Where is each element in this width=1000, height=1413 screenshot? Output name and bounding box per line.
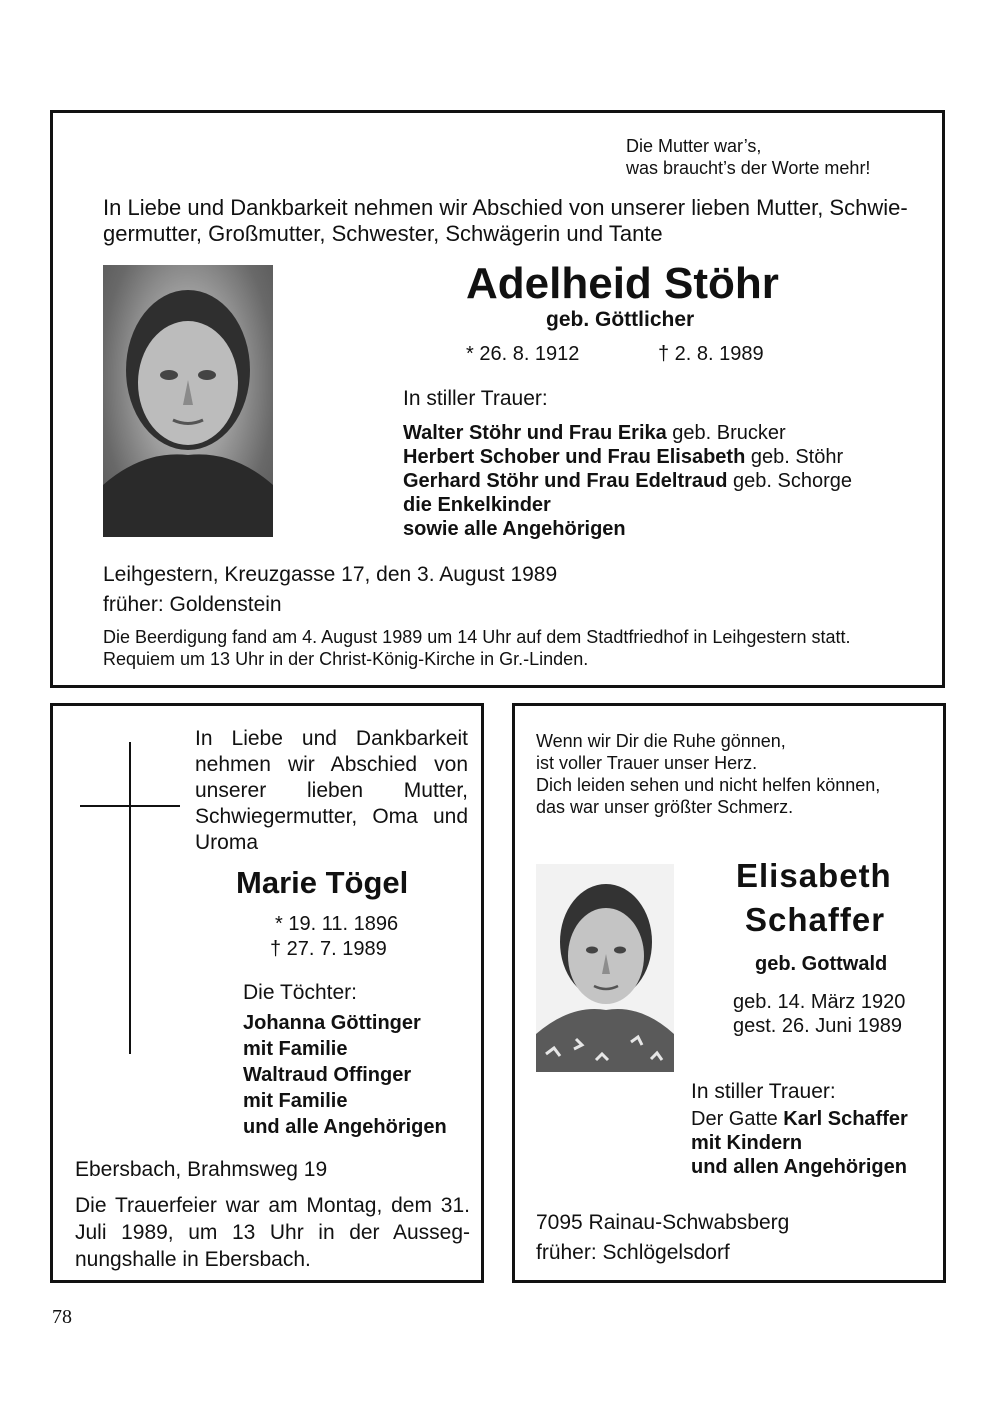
deceased-name: Marie Tögel [236,865,409,900]
funeral-info [103,626,850,670]
mourner-line: Johanna Göttinger [243,1012,421,1034]
mourner-line: Der Gatte Karl Schaffer [691,1108,908,1130]
intro-line: Schwiegermutter, Oma und [195,805,468,828]
mourner-line: und allen Angehörigen [691,1156,907,1178]
maiden-name: geb. Göttlicher [546,308,695,331]
intro-line: In Liebe und Dankbarkeit nehmen wir Abschied von unserer lieben Mutter, Schwie- [103,195,908,220]
portrait-illustration [103,265,273,537]
address-block [103,560,557,620]
mourner-line: Waltraud Offinger [243,1064,412,1086]
mourner-line: und alle Angehörigen [243,1116,447,1138]
mourning-label: In stiller Trauer: [691,1080,836,1103]
poem-line: das war unser größter Schmerz. [536,797,794,817]
cross-vertical [129,742,131,1054]
deceased-last-name: Schaffer [745,901,886,938]
address: 7095 Rainau-Schwabsberg [536,1211,790,1234]
maiden-name: geb. Gottwald [755,953,888,975]
address: Leihgestern, Kreuzgasse 17, den 3. August 1989 [103,563,558,586]
motto-line: Die Mutter war’s, [626,136,762,156]
ceremony-info [75,1192,470,1273]
poem-line: Dich leiden sehen und nicht helfen können, [536,775,881,795]
mourner-line: Gerhard Stöhr und Frau Edeltraud geb. Schorge [403,470,853,492]
poem-line: Wenn wir Dir die Ruhe gönnen, [536,731,786,751]
mourning-label: In stiller Trauer: [403,387,548,410]
death-date: † 2. 8. 1989 [658,343,764,365]
cross-icon [80,742,180,1054]
intro-line: Uroma [195,831,259,854]
mourner-line: sowie alle Angehörigen [403,518,626,540]
page-number: 78 [52,1306,72,1328]
deceased-first-name: Elisabeth [736,857,892,894]
poem-line: ist voller Trauer unser Herz. [536,753,758,773]
mourner-line: Walter Stöhr und Frau Erika geb. Brucker [403,422,786,444]
mourners-list [691,1107,908,1179]
intro-line: germutter, Großmutter, Schwester, Schwägerin und Tante [103,221,663,246]
mourner-line: Herbert Schober und Frau Elisabeth geb. Stöhr [403,446,844,468]
mourner-line: mit Kindern [691,1132,803,1154]
mourner-line: mit Familie [243,1090,348,1112]
funeral-line: Die Beerdigung fand am 4. August 1989 um 14 Uhr auf dem Stadtfriedhof in Leihgestern statt. [103,627,851,647]
portrait-photo [536,864,674,1072]
birth-date: * 19. 11. 1896 [275,913,399,935]
funeral-line: Requiem um 13 Uhr in der Christ-König-Kirche in Gr.-Linden. [103,649,589,669]
death-date: gest. 26. Juni 1989 [733,1015,903,1037]
mourners-list [403,421,852,541]
former-residence: früher: Schlögelsdorf [536,1241,730,1264]
address: Ebersbach, Brahmsweg 19 [75,1158,328,1181]
birth-date: geb. 14. März 1920 [733,991,906,1013]
birth-date: * 26. 8. 1912 [466,343,580,365]
intro-line: unserer lieben Mutter, [195,779,468,802]
ceremony-line: Juli 1989, um 13 Uhr in der Ausseg- [75,1221,470,1244]
mourner-line: mit Familie [243,1038,348,1060]
motto-line: was braucht’s der Worte mehr! [626,158,871,178]
mourner-line: die Enkelkinder [403,494,551,516]
former-residence: früher: Goldenstein [103,593,282,616]
motto [626,135,870,179]
death-date: † 27. 7. 1989 [270,938,387,960]
mourners-list [243,1010,447,1140]
poem [536,730,880,818]
address-block [536,1208,789,1268]
intro-text [103,195,908,247]
portrait-photo [103,265,273,537]
portrait-illustration [536,864,674,1072]
ceremony-line: nungshalle in Ebersbach. [75,1248,311,1271]
deceased-name: Adelheid Stöhr [466,259,779,308]
intro-text [195,726,468,856]
daughters-label: Die Töchter: [243,981,357,1004]
ceremony-line: Die Trauerfeier war am Montag, dem 31. [75,1194,470,1217]
intro-line: nehmen wir Abschied von [195,753,468,776]
cross-horizontal [80,805,180,807]
intro-line: In Liebe und Dankbarkeit [195,727,468,750]
